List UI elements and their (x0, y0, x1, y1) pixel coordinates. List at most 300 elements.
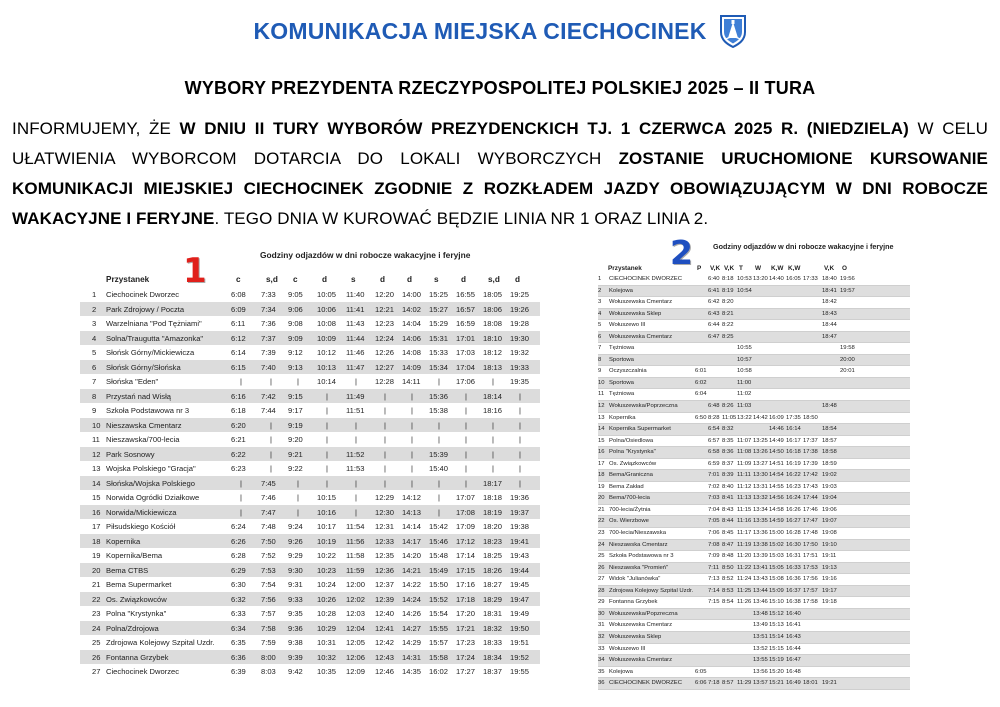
departure-time: 7:44 (261, 406, 276, 415)
stop-name: Sportowa (609, 379, 634, 386)
departure-time: 10:16 (317, 507, 337, 517)
stop-name: Tężniowa (609, 391, 635, 398)
stop-name: Polna "Krystynka" (106, 609, 167, 618)
stop-name: Fontanna Grzybek (609, 599, 658, 606)
departure-time: 18:06 (483, 304, 503, 314)
departure-time: 16:38 (786, 599, 801, 606)
column-header: s,d (488, 275, 500, 284)
departure-time: 10:55 (737, 345, 752, 352)
stop-column-header: Przystanek (608, 265, 642, 272)
departure-time: 9:39 (288, 652, 303, 662)
departure-time: 16:02 (429, 667, 449, 676)
departure-time: 13:56 (753, 668, 768, 675)
departure-time: 11:41 (346, 304, 365, 314)
departure-time: | (492, 464, 494, 473)
departure-time: 19:57 (840, 287, 855, 294)
stop-name: Kolejowa (609, 287, 633, 294)
departure-time: 11:17 (737, 530, 752, 537)
departure-time: 6:09 (231, 304, 246, 314)
stop-name: Sportowa (609, 356, 634, 363)
departure-time: 6:57 (708, 437, 720, 444)
departure-time: 19:30 (510, 333, 530, 343)
departure-time: 6:21 (231, 435, 246, 444)
stop-number: 15 (92, 493, 101, 502)
stop-number: 20 (598, 495, 605, 502)
departure-time: 13:51 (753, 633, 768, 640)
departure-time: | (297, 377, 299, 386)
departure-time: 8:57 (722, 680, 734, 687)
departure-time: 11:16 (737, 518, 752, 525)
departure-time: 12:23 (375, 319, 395, 328)
table-row (80, 331, 540, 346)
departure-time: 18:25 (483, 551, 503, 560)
table-row (80, 360, 540, 375)
departure-time: 6:01 (695, 368, 707, 375)
departure-time: 18:48 (822, 403, 837, 410)
departure-time: 14:17 (402, 536, 422, 546)
departure-time: 6:35 (231, 638, 246, 647)
stop-number: 33 (598, 645, 605, 652)
departure-time: | (465, 435, 467, 444)
line-2-title: Godziny odjazdów w dni robocze wakacyjne i feryjne (713, 242, 894, 251)
departure-time: | (492, 449, 494, 459)
departure-time: 6:33 (231, 609, 246, 618)
departure-time: 17:53 (803, 564, 818, 571)
departure-time: 6:44 (708, 322, 720, 329)
departure-time: 6:40 (708, 276, 720, 282)
departure-time: 16:57 (456, 304, 476, 314)
departure-time: 18:01 (803, 680, 818, 687)
departure-time: 15:10 (769, 599, 784, 606)
stop-name: Kolejowa (609, 668, 633, 675)
departure-time: 11:59 (346, 565, 365, 575)
departure-time: 15:34 (429, 362, 449, 372)
table-row (80, 621, 540, 636)
departure-time: 7:58 (261, 623, 276, 633)
departure-time: 19:06 (822, 506, 837, 513)
departure-time: 6:06 (695, 680, 707, 687)
table-row (598, 620, 910, 632)
departure-time: 7:11 (708, 564, 720, 571)
stop-number: 13 (598, 414, 605, 421)
departure-time: 10:23 (317, 565, 337, 575)
stop-name: Nieszawska Cmentarz (609, 541, 668, 548)
stop-number: 6 (92, 362, 97, 372)
column-header: d (515, 275, 521, 284)
departure-time: 13:32 (753, 495, 768, 502)
departure-time: 9:08 (288, 319, 303, 328)
table-row (598, 274, 910, 286)
table-row (598, 540, 910, 552)
departure-time: 7:37 (261, 333, 276, 343)
departure-time: 7:46 (261, 493, 276, 502)
column-header: s,d (266, 275, 278, 284)
departure-time: 8:18 (722, 276, 734, 282)
departure-time: 19:02 (822, 472, 837, 479)
stop-number: 26 (92, 652, 101, 662)
column-header: V,K (824, 265, 835, 272)
table-row (80, 287, 540, 302)
table-row (80, 490, 540, 505)
departure-time: 11:02 (737, 391, 752, 398)
column-header: P (697, 265, 702, 272)
departure-time: 12:04 (346, 623, 366, 633)
departure-time: 9:22 (288, 464, 303, 473)
departure-time: | (519, 478, 521, 488)
departure-time: 19:17 (822, 587, 837, 594)
table-row (598, 551, 910, 563)
departure-time: 12:06 (346, 652, 366, 662)
departure-time: 17:37 (803, 437, 818, 444)
stop-name: Kopernika Supermarket (609, 426, 671, 433)
departure-time: 8:43 (722, 506, 734, 513)
departure-time: 19:56 (840, 276, 855, 282)
stop-number: 12 (92, 449, 101, 459)
table-row (598, 378, 910, 390)
stop-number: 15 (598, 437, 605, 444)
departure-time: 6:12 (231, 333, 246, 343)
departure-time: 17:38 (803, 449, 818, 456)
departure-time: 11:00 (737, 379, 752, 386)
stop-number: 9 (92, 406, 97, 415)
departure-time: 8:22 (722, 322, 734, 329)
table-row (80, 563, 540, 578)
departure-time: 13:26 (753, 449, 768, 456)
column-header: K,W (788, 265, 801, 272)
departure-time: 10:05 (317, 290, 337, 299)
departure-time: 17:01 (456, 333, 476, 343)
departure-time: | (465, 478, 467, 488)
departure-time: 18:19 (483, 507, 503, 517)
departure-time: 6:16 (231, 391, 246, 401)
departure-time: 19:03 (822, 483, 837, 490)
departure-time: 11:58 (346, 551, 365, 560)
stop-number: 36 (598, 680, 605, 687)
departure-time: 17:51 (803, 553, 818, 560)
stop-number: 32 (598, 633, 605, 640)
departure-time: 7:39 (261, 348, 276, 357)
departure-time: 12:02 (346, 594, 366, 604)
departure-time: 8:39 (722, 472, 734, 479)
stop-name: Słońsk Górny/Mickiewicza (106, 348, 195, 357)
departure-time: 15:02 (769, 541, 784, 548)
stop-name: Wołuszewska Cmentarz (609, 622, 673, 629)
departure-time: 14:56 (769, 495, 784, 502)
departure-time: 8:44 (722, 518, 734, 525)
departure-time: 8:25 (722, 333, 734, 340)
table-row (80, 447, 540, 462)
stop-name: Warzelniana "Pod Tężniami" (106, 319, 202, 328)
departure-time: 9:19 (288, 420, 303, 430)
departure-time: 19:44 (510, 565, 530, 575)
departure-time: 7:06 (708, 530, 720, 537)
departure-time: 9:38 (288, 638, 303, 647)
departure-time: 7:48 (261, 522, 276, 531)
departure-time: 19:47 (510, 594, 530, 604)
table-row (598, 343, 910, 355)
departure-time: 19:58 (840, 345, 855, 352)
departure-time: 8:37 (722, 460, 734, 467)
line-1-rows (80, 287, 540, 679)
departure-time: 6:29 (231, 565, 246, 575)
departure-time: | (411, 435, 413, 444)
departure-time: 9:33 (288, 594, 303, 604)
table-row (80, 476, 540, 491)
departure-time: 12:29 (375, 493, 395, 502)
departure-time: | (492, 435, 494, 444)
departure-time: 13:41 (753, 564, 768, 571)
table-row (598, 309, 910, 321)
departure-time: 15:46 (429, 536, 449, 546)
stop-name: CIECHOCINEK DWORZEC (609, 276, 682, 282)
departure-time: 7:33 (261, 290, 276, 299)
departure-time: 17:27 (456, 667, 476, 676)
departure-time: 16:48 (786, 668, 801, 675)
stop-number: 4 (598, 310, 602, 317)
departure-time: 15:05 (769, 564, 784, 571)
stop-number: 5 (598, 322, 602, 329)
table-row (598, 493, 910, 505)
departure-time: 11:40 (346, 290, 365, 299)
departure-time: 12:00 (346, 580, 366, 589)
departure-time: 17:08 (456, 507, 476, 517)
departure-time: 14:22 (402, 580, 422, 589)
departure-time: 9:36 (288, 623, 303, 633)
departure-time: 15:31 (429, 333, 449, 343)
departure-time: | (270, 449, 272, 459)
departure-time: 17:47 (803, 518, 818, 525)
table-row (80, 664, 540, 679)
departure-time: 9:35 (288, 609, 303, 618)
departure-time: 18:23 (483, 536, 503, 546)
departure-time: | (355, 493, 357, 502)
departure-time: 11:09 (737, 460, 752, 467)
departure-time: 10:31 (317, 638, 337, 647)
departure-time: | (519, 391, 521, 401)
departure-time: 18:16 (483, 406, 503, 415)
departure-time: 18:42 (822, 299, 837, 306)
stop-number: 20 (92, 565, 101, 575)
departure-time: 6:41 (708, 287, 720, 294)
info-bold-1: W DNIU II TURY WYBORÓW PREZYDENCKICH TJ. 1 CZERWCA 2025 R. (NIEDZIELA) (179, 119, 909, 138)
departure-time: 17:57 (803, 587, 818, 594)
departure-time: 15:57 (429, 638, 449, 647)
stop-number: 17 (92, 522, 101, 531)
departure-time: 7:05 (708, 518, 720, 525)
departure-time: 10:24 (317, 580, 337, 589)
departure-time: 6:11 (231, 319, 246, 328)
departure-time: 19:50 (510, 623, 530, 633)
stop-column-header: Przystanek (106, 275, 150, 284)
departure-time: 7:04 (708, 506, 720, 513)
column-header: s (434, 275, 439, 284)
table-row (80, 432, 540, 447)
departure-time: | (519, 406, 521, 415)
departure-time: 14:50 (769, 449, 784, 456)
departure-time: 17:42 (803, 472, 818, 479)
table-row (80, 461, 540, 476)
stop-number: 28 (598, 587, 605, 594)
stop-name: Bema/700-lecia (609, 495, 650, 502)
departure-time: | (326, 449, 328, 459)
departure-time: 6:58 (708, 449, 720, 456)
info-text-1: INFORMUJEMY, ŻE (12, 119, 180, 138)
departure-time: 9:13 (288, 362, 303, 372)
departure-time: 14:11 (402, 377, 421, 386)
stop-name: Fontanna Grzybek (106, 652, 169, 662)
departure-time: 18:32 (483, 623, 503, 633)
stop-number: 17 (598, 460, 605, 467)
table-row (598, 447, 910, 459)
departure-time: 8:40 (722, 483, 734, 490)
stop-name: Polna "Krystynka" (609, 449, 656, 456)
departure-time: 14:58 (769, 506, 784, 513)
line-1-timetable (80, 245, 540, 685)
departure-time: 7:34 (261, 304, 276, 314)
departure-time: 12:37 (375, 580, 395, 589)
table-row (80, 505, 540, 520)
table-row (598, 355, 910, 367)
table-row (80, 548, 540, 563)
departure-time: | (465, 391, 467, 401)
departure-time: 16:30 (786, 541, 801, 548)
stop-name: Polna/Osiedlowa (609, 437, 654, 444)
departure-time: 9:15 (288, 391, 303, 401)
departure-time: 11:05 (722, 414, 737, 421)
departure-time: 6:47 (708, 333, 720, 340)
departure-time: 13:30 (753, 472, 768, 479)
line-2-rows (598, 274, 910, 690)
table-row (598, 586, 910, 598)
departure-time: 9:30 (288, 565, 303, 575)
departure-time: 19:07 (822, 518, 837, 525)
departure-time: 15:08 (769, 576, 784, 583)
stop-number: 27 (598, 576, 605, 583)
departure-time: 6:54 (708, 426, 720, 433)
info-paragraph (12, 114, 988, 234)
departure-time: | (240, 507, 242, 517)
stop-number: 26 (598, 564, 605, 571)
departure-time: | (384, 435, 386, 444)
departure-time: 16:05 (786, 276, 801, 282)
stop-name: Nieszawska "Promień" (609, 564, 669, 571)
departure-time: 14:59 (769, 518, 784, 525)
line-1-number: 1 (183, 251, 207, 291)
table-row (80, 606, 540, 621)
departure-time: 19:52 (510, 652, 530, 662)
departure-time: | (519, 449, 521, 459)
stop-name: Bema CTBS (106, 565, 149, 575)
departure-time: 18:58 (822, 449, 837, 456)
departure-time: 17:06 (456, 377, 476, 386)
departure-time: 15:21 (769, 680, 784, 687)
departure-time: 10:09 (317, 333, 337, 343)
departure-time: 8:19 (722, 287, 734, 294)
departure-time: 6:05 (695, 668, 707, 675)
departure-time: 18:10 (483, 333, 503, 343)
departure-time: 10:26 (317, 594, 337, 604)
departure-time: 9:42 (288, 667, 303, 676)
departure-time: 17:04 (456, 362, 476, 372)
departure-time: 9:21 (288, 449, 303, 459)
departure-time: 10:06 (317, 304, 337, 314)
departure-time: | (270, 464, 272, 473)
departure-time: 17:15 (456, 565, 476, 575)
column-header: V,K (724, 265, 735, 272)
departure-time: 17:50 (803, 541, 818, 548)
departure-time: 6:02 (695, 379, 707, 386)
departure-time: 17:44 (803, 495, 818, 502)
column-header: V,K (710, 265, 721, 272)
departure-time: 6:30 (231, 580, 246, 589)
departure-time: 12:36 (375, 565, 395, 575)
departure-time: | (297, 507, 299, 517)
departure-time: 6:59 (708, 460, 720, 467)
stop-name: Kopernika (609, 414, 636, 421)
stop-number: 3 (598, 299, 602, 306)
stop-name: Widok "Julianówka" (609, 576, 661, 583)
departure-time: 13:43 (753, 576, 768, 583)
departure-time: 17:18 (456, 594, 476, 604)
departure-time: | (355, 507, 357, 517)
departure-time: 18:44 (822, 322, 837, 329)
stop-number: 1 (92, 290, 97, 299)
departure-time: 7:15 (708, 599, 720, 606)
departure-time: 14:46 (769, 426, 784, 433)
departure-time: 15:00 (769, 530, 784, 537)
departure-time: 6:39 (231, 667, 246, 676)
departure-time: 15:50 (429, 580, 449, 589)
departure-time: | (465, 406, 467, 415)
departure-time: 17:09 (456, 522, 476, 531)
departure-time: 18:33 (483, 638, 503, 647)
stop-number: 19 (92, 551, 101, 560)
departure-time: 6:42 (708, 299, 720, 306)
stop-number: 9 (598, 368, 602, 375)
table-row (598, 667, 910, 679)
departure-time: 8:32 (722, 426, 734, 433)
stop-name: Tężniowa (609, 345, 635, 352)
column-header: T (739, 265, 743, 272)
departure-time: 19:32 (510, 348, 530, 357)
stop-name: Nieszawska Cmentarz (106, 420, 182, 430)
departure-time: 16:09 (769, 414, 784, 421)
departure-time: 13:49 (753, 622, 768, 629)
departure-time: | (240, 493, 242, 502)
table-row (80, 418, 540, 433)
table-row (598, 413, 910, 425)
departure-time: 16:33 (786, 564, 801, 571)
departure-time: 6:36 (231, 652, 246, 662)
departure-time: 17:07 (456, 493, 476, 502)
stop-name: Solna/Traugutta "Amazonka" (106, 333, 204, 343)
departure-time: 8:45 (722, 530, 734, 537)
info-text-2: W CELU UŁATWIENIA WYBORCOM DOTARCIA DO LOKALI WYBORCZYCH (12, 119, 988, 168)
departure-time: 12:05 (346, 638, 366, 647)
departure-time: 11:20 (737, 553, 752, 560)
table-row (80, 592, 540, 607)
table-row (598, 286, 910, 298)
departure-time: 11:12 (737, 483, 752, 490)
table-row (598, 563, 910, 575)
stop-number: 1 (598, 276, 602, 282)
stop-number: 27 (92, 667, 101, 676)
departure-time: 6:22 (231, 449, 246, 459)
info-bold-2: ZOSTANIE URUCHOMIONE KURSOWANIE KOMUNIKACJI MIEJSKIEJ CIECHOCINEK ZGODNIE Z ROZKŁADEM JAZDY OBOWIĄZUJĄCYM W DNI ROBOCZE WAKACYJNE I FERYJNE (12, 149, 988, 228)
departure-time: 19:49 (510, 609, 530, 618)
table-row (598, 320, 910, 332)
departure-time: 16:17 (786, 437, 801, 444)
